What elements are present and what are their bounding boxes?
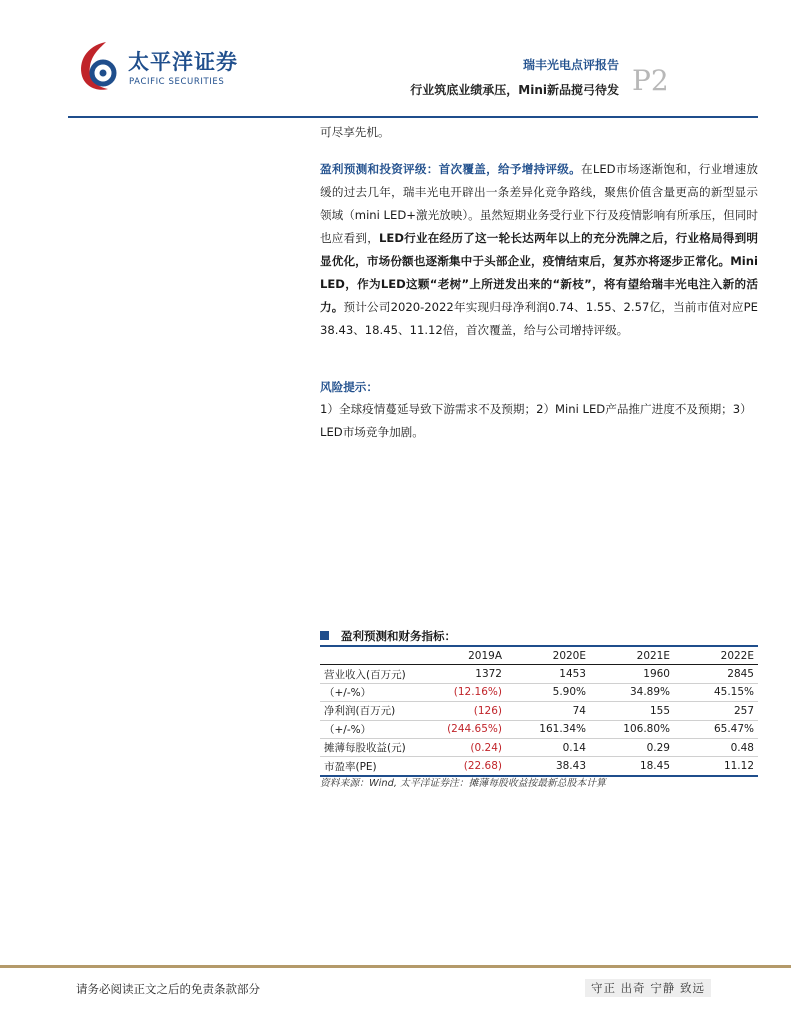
table-cell: 1453: [506, 665, 590, 683]
table-cell: 34.89%: [590, 683, 674, 701]
table-row: [320, 665, 758, 683]
logo-text-en: PACIFIC SECURITIES: [129, 77, 225, 87]
financial-table: [320, 645, 758, 777]
table-header-cell: 2020E: [506, 646, 590, 665]
table-cell: 11.12: [674, 757, 758, 776]
table-cell: 0.48: [674, 738, 758, 756]
logo-mark-icon: [76, 40, 122, 92]
table-cell: 155: [590, 702, 674, 720]
risk-text: 1）全球疫情蔓延导致下游需求不及预期；2）Mini LED产品推广进度不及预期；3）LED市场竞争加剧。: [320, 402, 752, 439]
table-cell: (244.65%): [422, 720, 506, 738]
table-row: [320, 702, 758, 720]
table-cell: 1960: [590, 665, 674, 683]
table-cell: 0.29: [590, 738, 674, 756]
risk-heading: 风险提示：: [320, 380, 378, 394]
table-cell: 45.15%: [674, 683, 758, 701]
footer-motto: 守正 出奇 宁静 致远: [585, 979, 711, 997]
table-source-note: 资料来源：Wind, 太平洋证券注：摊薄每股收益按最新总股本计算: [320, 778, 606, 789]
table-header-row: [320, 646, 758, 665]
table-header-cell: 2019A: [422, 646, 506, 665]
row-label: 营业收入(百万元): [320, 665, 422, 683]
rating-text-a: 在LED市场逐渐饱和，行业增速放缓的过去几年，瑞丰光电开辟出一条差异化竞争路线，聚焦价值含量更高的新型显示领域（mini LED+激光放映）。虽然短期业务受行业下行及疫情影响有所承压，但同时也应看到，: [320, 162, 758, 245]
square-bullet-icon: [320, 631, 329, 640]
row-label: 净利润(百万元): [320, 702, 422, 720]
table-cell: 65.47%: [674, 720, 758, 738]
table-title-text: 盈利预测和财务指标：: [341, 629, 456, 643]
rating-text-bold: LED行业在经历了这一轮长达两年以上的充分洗牌之后，行业格局得到明显优化，市场份额也逐渐集中于头部企业，疫情结束后，复苏亦将逐步正常化。Mini LED，作为LED这颗“老树”上所迸发出来的“新枝”，将有望给瑞丰光电注入新的活力。: [320, 231, 758, 314]
table-cell: (0.24): [422, 738, 506, 756]
table-header-cell: [320, 646, 422, 665]
table-cell: 38.43: [506, 757, 590, 776]
table-row: [320, 738, 758, 756]
table-row: [320, 683, 758, 701]
table-cell: (12.16%): [422, 683, 506, 701]
footer-divider: [0, 965, 791, 968]
table-cell: 5.90%: [506, 683, 590, 701]
paragraph-rating: [320, 158, 758, 342]
row-label: （+/-%）: [320, 720, 422, 738]
table-cell: 1372: [422, 665, 506, 683]
paragraph-continuation: 可尽享先机。: [320, 125, 390, 139]
table-row: [320, 720, 758, 738]
logo-text-cn: 太平洋证券: [128, 50, 238, 74]
rating-heading: 盈利预测和投资评级：首次覆盖，给予增持评级。: [320, 162, 582, 176]
table-header-cell: 2021E: [590, 646, 674, 665]
row-label: 市盈率(PE): [320, 757, 422, 776]
report-subtitle: 行业筑底业绩承压，Mini新品搅弓待发: [410, 83, 619, 97]
table-row: [320, 757, 758, 776]
company-logo: [76, 40, 246, 96]
table-cell: 18.45: [590, 757, 674, 776]
table-cell: 2845: [674, 665, 758, 683]
table-header-cell: 2022E: [674, 646, 758, 665]
table-cell: 161.34%: [506, 720, 590, 738]
table-cell: 74: [506, 702, 590, 720]
footer-disclaimer: 请务必阅读正文之后的免责条款部分: [76, 982, 260, 996]
table-cell: 257: [674, 702, 758, 720]
table-cell: (22.68): [422, 757, 506, 776]
row-label: （+/-%）: [320, 683, 422, 701]
header-divider: [68, 116, 758, 118]
table-cell: 106.80%: [590, 720, 674, 738]
table-cell: 0.14: [506, 738, 590, 756]
row-label: 摊薄每股收益(元): [320, 738, 422, 756]
report-type: 瑞丰光电点评报告: [522, 58, 619, 72]
table-cell: (126): [422, 702, 506, 720]
table-title: [320, 628, 456, 644]
page-number: P2: [632, 64, 669, 97]
rating-text-b: 预计公司2020-2022年实现归母净利润0.74、1.55、2.57亿，当前市值对应PE 38.43、18.45、11.12倍，首次覆盖，给与公司增持评级。: [320, 300, 758, 337]
